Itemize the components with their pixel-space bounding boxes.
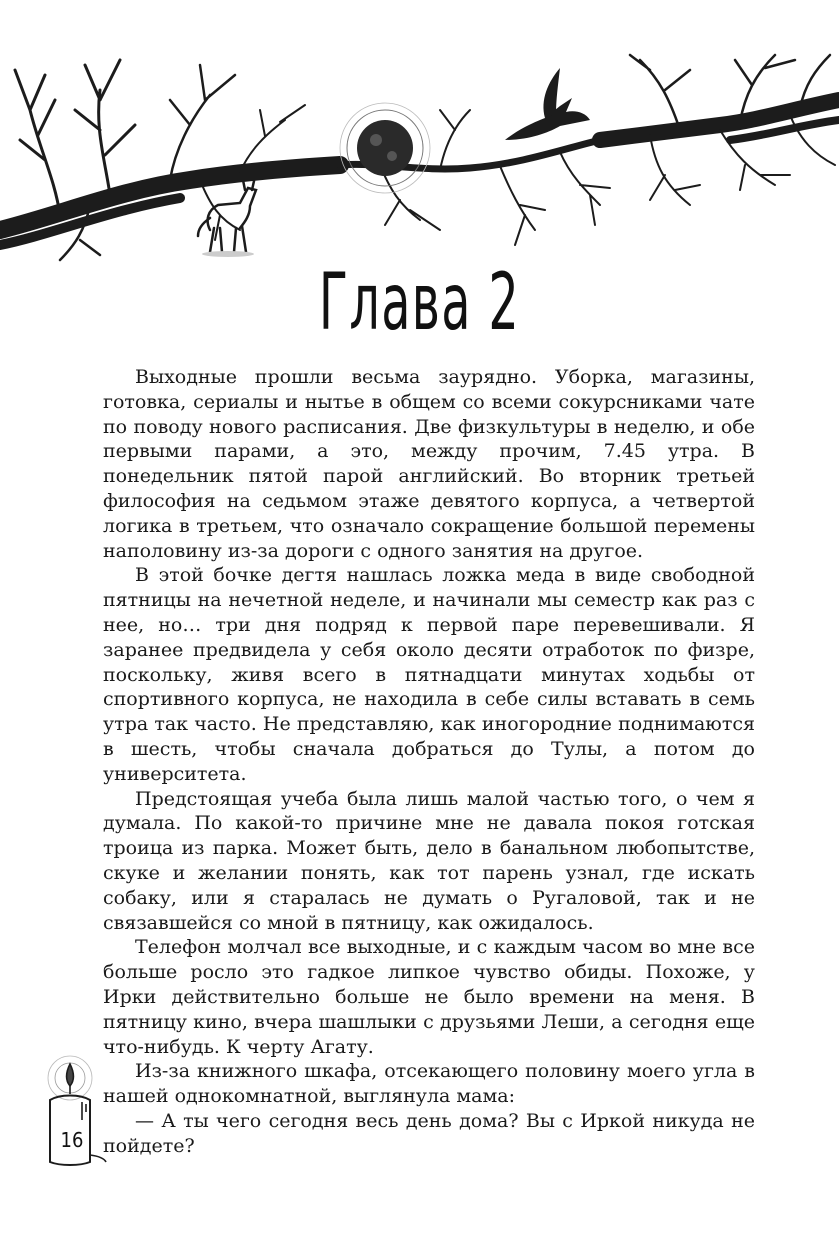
paragraph: Телефон молчал все выходные, и с каждым часом во мне все больше росло это гадкое липкое чувство обиды. Похоже, у Ирки действительно больше не было времени на меня. В пятницу кино, вчера шашлыки с друзьями Леши, а сегодня еще что-нибудь. К черту Агату. <box>103 936 755 1058</box>
paragraph: — А ты чего сегодня весь день дома? Вы с Иркой никуда не пойдете? <box>103 1109 755 1157</box>
dog-icon <box>198 180 256 257</box>
moon-icon <box>340 103 430 193</box>
chapter-title: Глава 2 <box>318 258 521 348</box>
page-number: 16 <box>60 1128 84 1152</box>
right-branch <box>600 100 839 140</box>
paragraph: Выходные прошли весьма заурядно. Уборка, магазины, готовка, сериалы и нытье в общем со всеми сокурсниками чате по поводу нового расписания. Две физкультуры в неделю, и обе первыми парами, а это, между прочим, 7.45 утра. В понедельник пятой парой английский. Во вторник третьей философия на седьмом этаже девятого корпуса, а четвертой логика в третьем, что означало сокращение большой перемены наполовину из-за дороги с одного занятия на другое. <box>103 366 755 562</box>
header-illustration <box>0 40 839 270</box>
crow-icon <box>505 68 590 140</box>
paragraph: Из-за книжного шкафа, отсекающего половину моего угла в нашей однокомнатной, выглянула мама: <box>103 1060 755 1108</box>
paragraph: В этой бочке дегтя нашлась ложка меда в виде свободной пятницы на нечетной неделе, и начинали мы семестр как раз с нее, но… три дня подряд к первой паре перевешивали. Я заранее предвидела у себя около десяти отработок по физре, поскольку, живя всего в пятнадцати минутах ходьбы от спортивного корпуса, не находила в себе силы вставать в семь утра так часто. Не представляю, как иногородние поднимаются в шесть, чтобы сначала добраться до Тулы, а потом до университета. <box>103 564 755 785</box>
chapter-body <box>103 365 755 1159</box>
paragraph: Предстоящая учеба была лишь малой частью того, о чем я думала. По какой-то причине мне не давала покоя готская троица из парка. Может быть, дело в банальном любопытстве, скуке и желании понять, как тот парень узнал, где искать собаку, или я старалась не думать о Ругаловой, так и не связавшейся со мной в пятницу, как ожидалось. <box>103 787 755 934</box>
